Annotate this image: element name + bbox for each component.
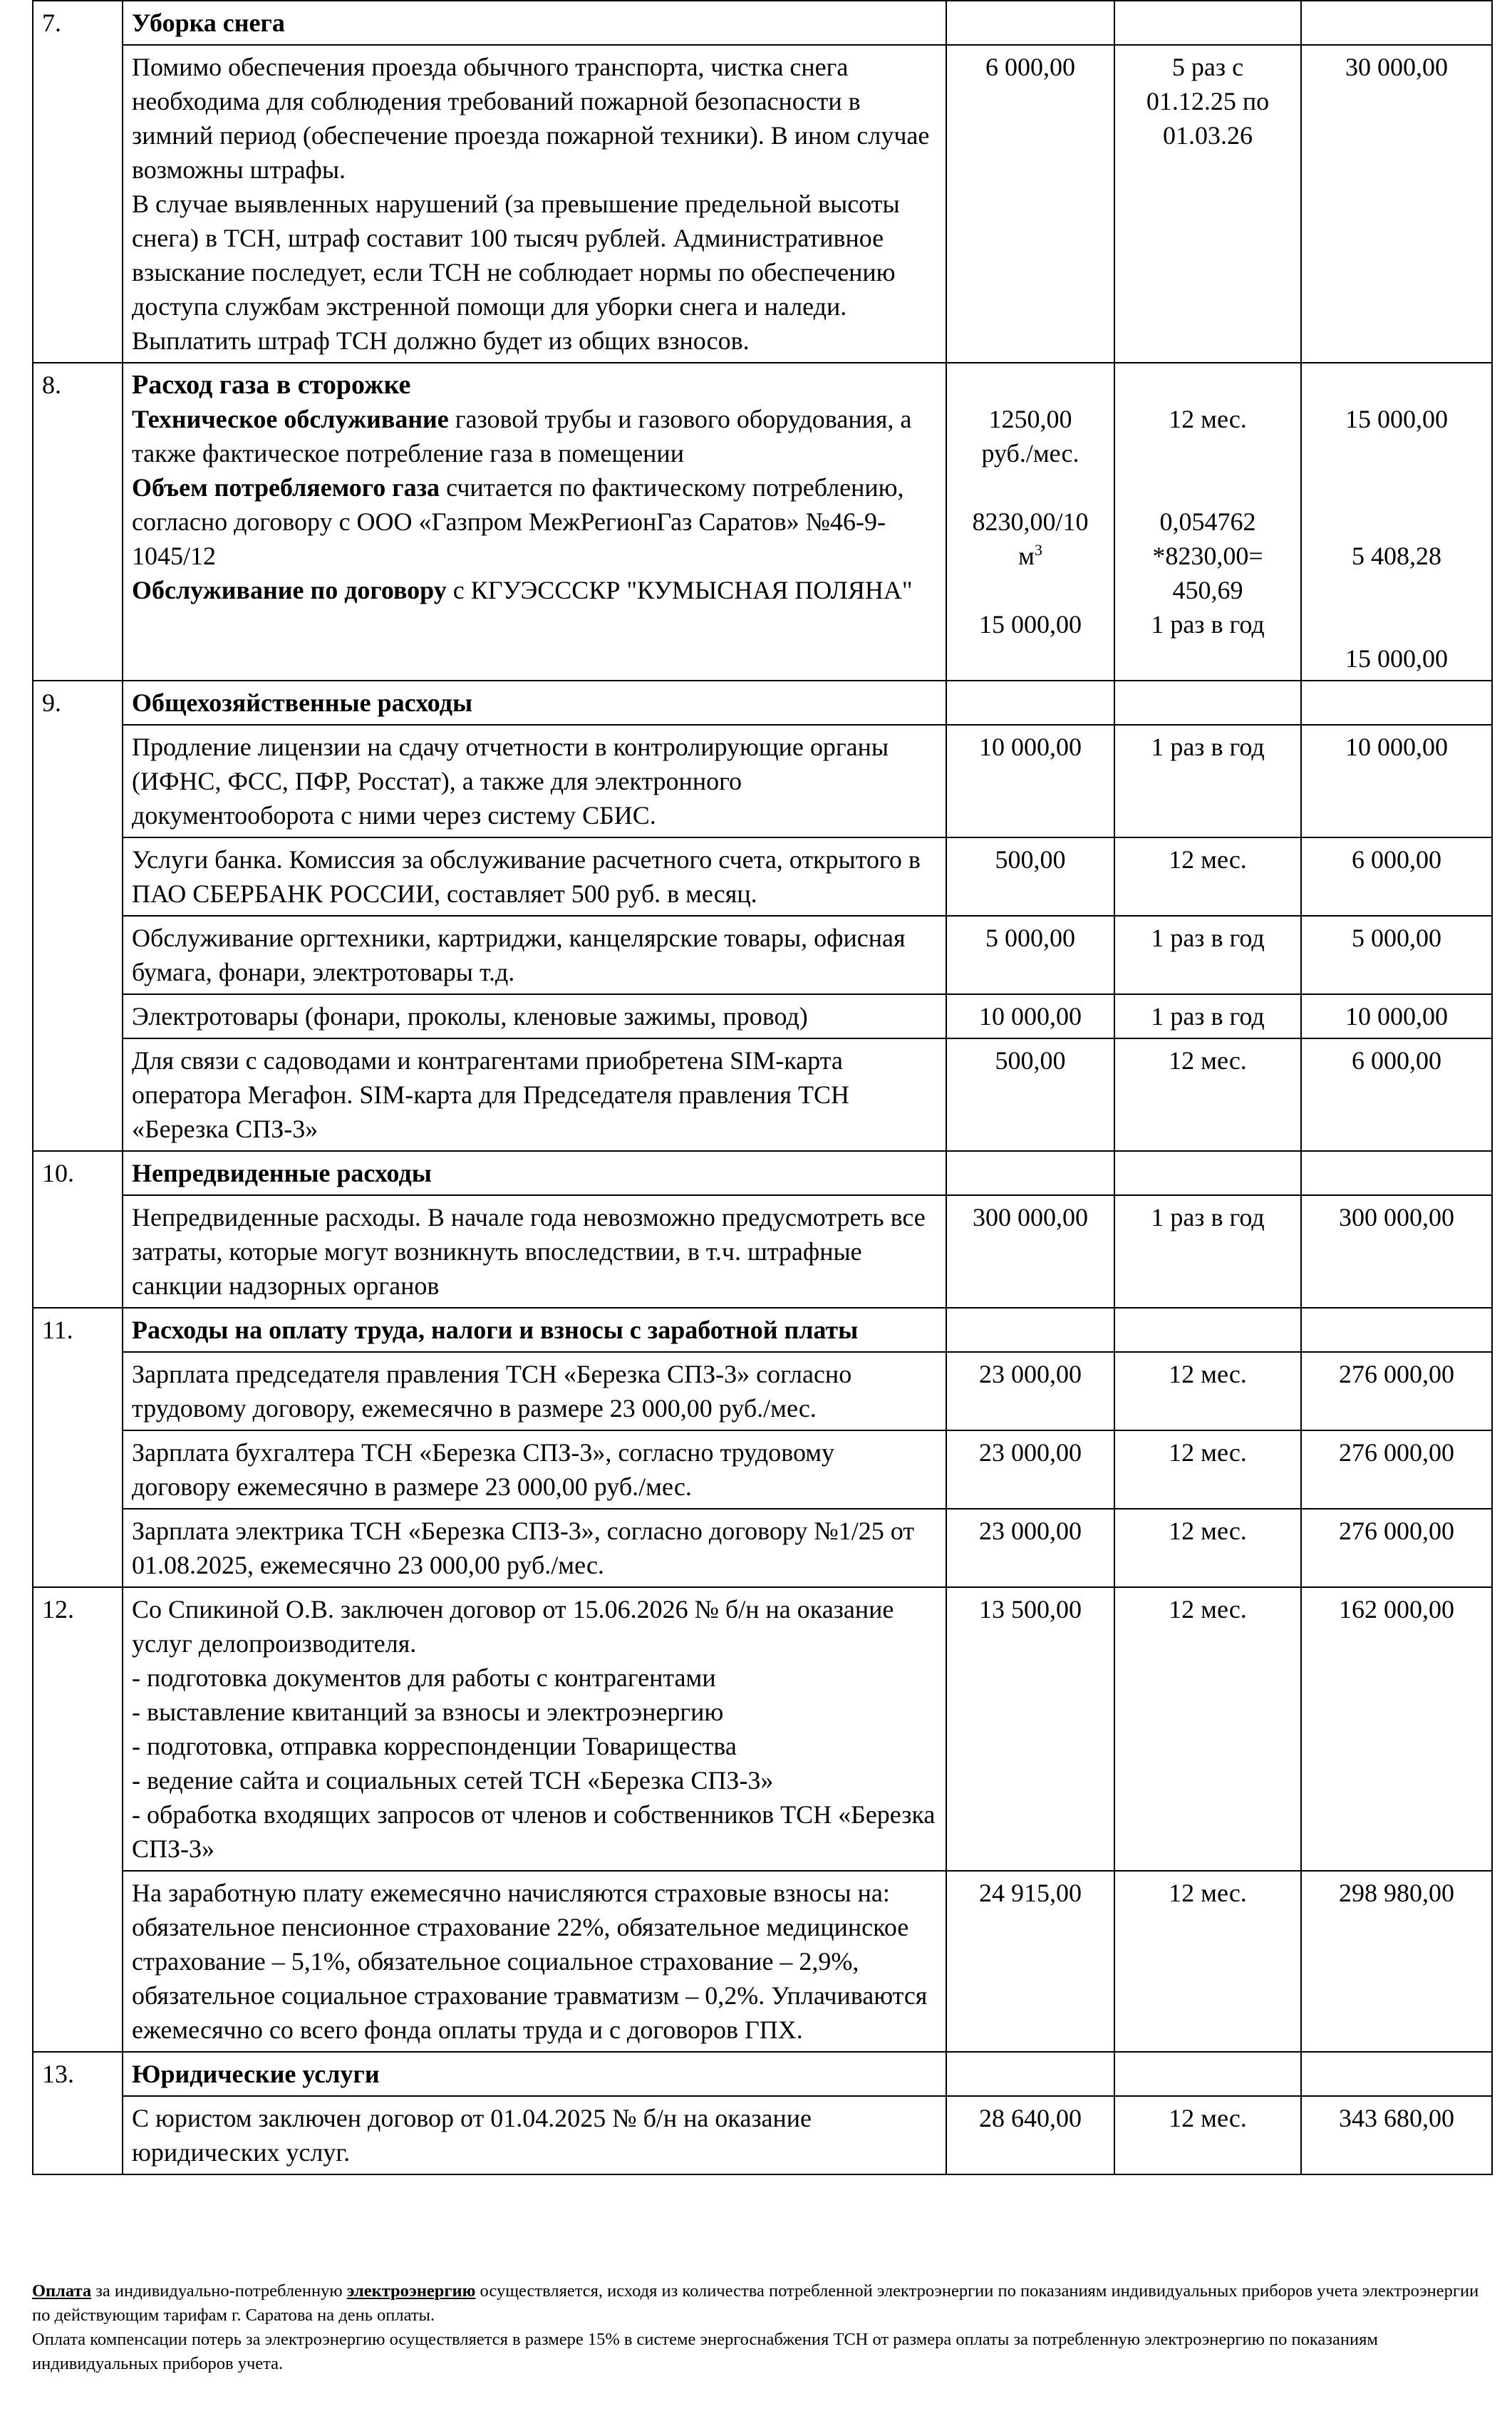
item-description: Продление лицензии на сдачу отчетности в контролирующие органы (ИФНС, ФСС, ПФР, Росстат), а также для электронного документооборота с ними через систему СБИС. xyxy=(123,725,946,837)
item-total: 15 000,00 xyxy=(1345,405,1448,433)
item-period: 12 мес. xyxy=(1114,837,1301,916)
item-price: 8230,00/10 $м^3$ xyxy=(972,507,1089,570)
table-row xyxy=(33,1430,1492,1509)
table-row xyxy=(33,994,1492,1038)
item-period: 12 мес. xyxy=(1114,1509,1301,1587)
gas-prices xyxy=(946,363,1114,681)
table-row xyxy=(33,1151,1492,1195)
item-total: 300 000,00 xyxy=(1301,1195,1492,1308)
item-period: 1 раз в год xyxy=(1114,994,1301,1038)
row-number: 13. xyxy=(33,2052,123,2174)
item-price: 10 000,00 xyxy=(946,725,1114,837)
item-period: 12 мес. xyxy=(1114,1430,1301,1509)
item-price: 28 640,00 xyxy=(946,2096,1114,2174)
gas-service-line: Техническое обслуживание газовой трубы и газового оборудования, а также фактическое потребление газа в помещении xyxy=(132,405,912,468)
table-row xyxy=(33,837,1492,916)
table-row xyxy=(33,916,1492,994)
item-description: На заработную плату ежемесячно начисляются страховые взносы на: обязательное пенсионное страхование 22%, обязательное медицинское страхование – 5,1%, обязательное социальное страхование – 2,9%, обязательное социальное страхование травматизм – 0,2%. Уплачиваются ежемесячно со всего фонда оплаты труда и с договоров ГПХ. xyxy=(123,1871,946,2052)
section-title: Уборка снега xyxy=(123,1,946,45)
budget-document xyxy=(32,0,1491,2175)
item-period: 5 раз с 01.12.25 по 01.03.26 xyxy=(1114,45,1301,363)
row-number: 10. xyxy=(33,1151,123,1308)
footnotes xyxy=(32,2279,1486,2376)
item-description: Зарплата электрика ТСН «Березка СПЗ-3», согласно договору №1/25 от 01.08.2025, ежемесячно 23 000,00 руб./мес. xyxy=(123,1509,946,1587)
item-period: 1 раз в год xyxy=(1114,1195,1301,1308)
item-period: 1 раз в год xyxy=(1151,610,1265,639)
section-title: Расходы на оплату труда, налоги и взносы с заработной платы xyxy=(123,1308,946,1352)
item-period: 12 мес. xyxy=(1114,1352,1301,1430)
item-total: 15 000,00 xyxy=(1345,644,1448,673)
item-price: 300 000,00 xyxy=(946,1195,1114,1308)
item-total: 5 000,00 xyxy=(1301,916,1492,994)
item-description: Для связи с садоводами и контрагентами приобретена SIM-карта оператора Мегафон. SIM-карта для Председателя правления ТСН «Березка СПЗ-3» xyxy=(123,1038,946,1151)
section-title: Юридические услуги xyxy=(123,2052,946,2096)
item-total: 6 000,00 xyxy=(1301,837,1492,916)
row-number: 8. xyxy=(33,363,123,681)
item-price: 23 000,00 xyxy=(946,1352,1114,1430)
table-row xyxy=(33,681,1492,725)
item-price: 500,00 xyxy=(946,1038,1114,1151)
table-row xyxy=(33,1,1492,45)
item-description: Электротовары (фонари, проколы, кленовые зажимы, провод) xyxy=(123,994,946,1038)
item-price: 15 000,00 xyxy=(979,610,1082,639)
table-row xyxy=(33,725,1492,837)
gas-periods xyxy=(1114,363,1301,681)
item-price: 500,00 xyxy=(946,837,1114,916)
row-number: 11. xyxy=(33,1308,123,1587)
item-description: Услуги банка. Комиссия за обслуживание расчетного счета, открытого в ПАО СБЕРБАНК РОССИИ, составляет 500 руб. в месяц. xyxy=(123,837,946,916)
table-row xyxy=(33,45,1492,363)
item-period: 12 мес. xyxy=(1114,1871,1301,2052)
item-total: 298 980,00 xyxy=(1301,1871,1492,2052)
gas-description xyxy=(123,363,946,681)
item-price: 13 500,00 xyxy=(946,1587,1114,1871)
item-price: 6 000,00 xyxy=(946,45,1114,363)
budget-table xyxy=(32,0,1493,2175)
item-period: 12 мес. xyxy=(1114,2096,1301,2174)
item-period: 12 мес. xyxy=(1114,1038,1301,1151)
item-price: 23 000,00 xyxy=(946,1430,1114,1509)
item-price: 5 000,00 xyxy=(946,916,1114,994)
item-total: 10 000,00 xyxy=(1301,725,1492,837)
table-row xyxy=(33,1352,1492,1430)
item-description: Обслуживание оргтехники, картриджи, канцелярские товары, офисная бумага, фонари, электротовары т.д. xyxy=(123,916,946,994)
table-row xyxy=(33,1195,1492,1308)
item-period: 1 раз в год xyxy=(1114,916,1301,994)
electricity-payment-note: Оплата за индивидуально-потребленную электроэнергию осуществляется, исходя из количества потребленной электроэнергии по показаниям индивидуальных приборов учета электроэнергии по действующим тарифам г. Саратова на день оплаты. xyxy=(32,2281,1479,2325)
item-total: 276 000,00 xyxy=(1301,1352,1492,1430)
item-description: Со Спикиной О.В. заключен договор от 15.06.2026 № б/н на оказание услуг делопроизводителя. - подготовка документов для работы с контрагентами - выставление квитанций за взносы и электроэнергию - подготовка, отправка корреспонденции Товарищества - ведение сайта и социальных сетей ТСН «Березка СПЗ-3» - обработка входящих запросов от членов и собственников ТСН «Березка СПЗ-3» xyxy=(123,1587,946,1871)
section-title: Расход газа в сторожке xyxy=(132,370,411,400)
item-price: 10 000,00 xyxy=(946,994,1114,1038)
item-description: Зарплата бухгалтера ТСН «Березка СПЗ-3», согласно трудовому договору ежемесячно в размере 23 000,00 руб./мес. xyxy=(123,1430,946,1509)
item-price: 1250,00 руб./мес. xyxy=(981,405,1079,468)
table-row xyxy=(33,1509,1492,1587)
item-total: 5 408,28 xyxy=(1352,542,1441,570)
table-row xyxy=(33,1871,1492,2052)
table-row xyxy=(33,2096,1492,2174)
section-title: Непредвиденные расходы xyxy=(123,1151,946,1195)
item-price: 23 000,00 xyxy=(946,1509,1114,1587)
table-row xyxy=(33,1308,1492,1352)
item-total: 343 680,00 xyxy=(1301,2096,1492,2174)
row-number: 7. xyxy=(33,1,123,363)
item-description: Помимо обеспечения проезда обычного транспорта, чистка снега необходима для соблюдения требований пожарной безопасности в зимний период (обеспечение проезда пожарной техники). В ином случае возможны штрафы. В случае выявленных нарушений (за превышение предельной высоты снега) в ТСН, штраф составит 100 тысяч рублей. Административное взыскание последует, если ТСН не соблюдает нормы по обеспечению доступа службам экстренной помощи для уборки снега и наледи. Выплатить штраф ТСН должно будет из общих взносов. xyxy=(123,45,946,363)
item-total: 276 000,00 xyxy=(1301,1509,1492,1587)
gas-volume-line: Объем потребляемого газа считается по фактическому потреблению, согласно договору с ООО «Газпром МежРегионГаз Саратов» №46-9-1045/12 xyxy=(132,473,904,570)
item-total: 6 000,00 xyxy=(1301,1038,1492,1151)
item-period: 0,054762 *8230,00= 450,69 xyxy=(1152,507,1263,604)
table-row xyxy=(33,1587,1492,1871)
item-period: 1 раз в год xyxy=(1114,725,1301,837)
table-row xyxy=(33,1038,1492,1151)
section-title: Общехозяйственные расходы xyxy=(123,681,946,725)
gas-contract-line: Обслуживание по договору с КГУЭСССКР "КУМЫСНАЯ ПОЛЯНА" xyxy=(132,576,913,604)
item-period: 12 мес. xyxy=(1114,1587,1301,1871)
row-number: 9. xyxy=(33,681,123,1151)
table-row xyxy=(33,2052,1492,2096)
item-description: Непредвиденные расходы. В начале года невозможно предусмотреть все затраты, которые могут возникнуть впоследствии, в т.ч. штрафные санкции надзорных органов xyxy=(123,1195,946,1308)
item-period: 12 мес. xyxy=(1169,405,1247,433)
item-total: 10 000,00 xyxy=(1301,994,1492,1038)
item-total: 276 000,00 xyxy=(1301,1430,1492,1509)
table-row xyxy=(33,363,1492,681)
gas-totals xyxy=(1301,363,1492,681)
item-total: 30 000,00 xyxy=(1301,45,1492,363)
loss-compensation-note: Оплата компенсации потерь за электроэнергию осуществляется в размере 15% в системе энергоснабжения ТСН от размера оплаты за потребленную электроэнергию по показаниям индивидуальных приборов учета. xyxy=(32,2330,1378,2373)
row-number: 12. xyxy=(33,1587,123,2052)
item-description: С юристом заключен договор от 01.04.2025 № б/н на оказание юридических услуг. xyxy=(123,2096,946,2174)
item-description: Зарплата председателя правления ТСН «Березка СПЗ-3» согласно трудовому договору, ежемесячно в размере 23 000,00 руб./мес. xyxy=(123,1352,946,1430)
item-price: 24 915,00 xyxy=(946,1871,1114,2052)
item-total: 162 000,00 xyxy=(1301,1587,1492,1871)
